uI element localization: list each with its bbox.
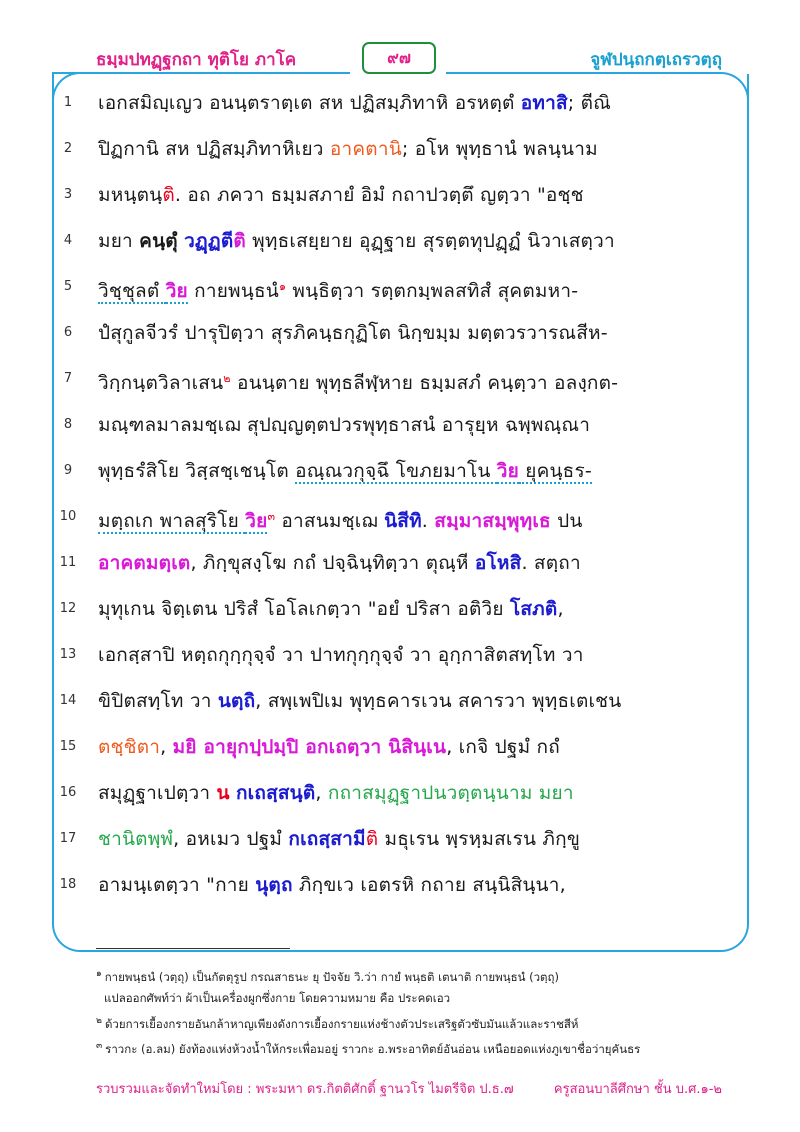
text-run: อามนฺเตตฺวา "กาย <box>98 874 256 896</box>
text-run: ; อโห พุทฺธานํ พลนฺนาม <box>401 138 598 160</box>
text-run: น <box>216 782 230 804</box>
text-run: . <box>421 510 435 532</box>
footnote-marker: ๓ <box>96 1041 103 1051</box>
text-run: , <box>557 598 564 620</box>
text-run: อนนฺตาย พุทฺธลีฬฺหาย ธมฺมสภํ คนฺตฺวา อลงฺกต- <box>230 372 619 394</box>
footnote-marker: ๒ <box>223 372 231 385</box>
line-number: 11 <box>59 555 77 570</box>
footnote <box>96 1038 640 1059</box>
text-run: . สตฺถา <box>521 552 581 574</box>
line-number: 1 <box>63 95 73 110</box>
text-run: พนฺธิตฺวา รตฺตกมฺพลสทิสํ สุคตมหา- <box>286 280 579 302</box>
text-line <box>58 724 728 770</box>
text-run: พุทฺธรํสิโย วิสฺสชฺเชนฺโต <box>98 460 296 482</box>
text-run: กเถสฺสนฺติ <box>235 782 316 804</box>
line-number: 12 <box>59 601 77 616</box>
footnote-marker: ๑ <box>278 280 287 293</box>
text-run: สมฺมาสมฺพุทฺเธ <box>434 510 551 532</box>
line-text <box>98 126 728 172</box>
text-line <box>58 218 728 264</box>
line-text <box>98 402 728 448</box>
text-run: กเถสฺสามี <box>288 828 366 850</box>
text-line <box>58 540 728 586</box>
line-text <box>98 448 728 494</box>
line-number: 6 <box>63 325 73 340</box>
text-run: มยา <box>98 230 140 252</box>
text-run: อทาสิ <box>520 92 568 114</box>
text-line <box>58 126 728 172</box>
text-run: , ภิกฺขุสงฺโฆ กถํ ปจฺฉินฺทิตฺวา ตุณฺหี <box>190 552 475 574</box>
text-line <box>58 448 728 494</box>
text-run: วฏฺฏตี <box>184 230 234 252</box>
footnote-divider <box>96 948 290 949</box>
footnote-marker: ๓ <box>267 510 276 523</box>
line-text <box>98 540 728 586</box>
footnote-text: กายพนฺธนํ (วตฺถุ) เป็นกัตตุรูป กรณสาธนะ ยุ ปัจจัย วิ.ว่า กายํ พนฺธติ เตนาติ กายพนฺธนํ (วตฺถุ) <box>104 970 559 984</box>
text-run: ตชฺชิตา <box>98 736 161 758</box>
footnote-text: แปลออกศัพท์ว่า ผ้าเป็นเครื่องผูกซึ่งกาย โดยความหมาย คือ ประคดเอว <box>104 991 451 1005</box>
text-line <box>58 816 728 862</box>
footnote-marker: ๑ <box>96 969 102 979</box>
text-run: ชานิตพฺพํ <box>98 828 174 850</box>
footnote-marker: ๒ <box>96 1016 102 1026</box>
text-run: ติ <box>162 184 175 206</box>
text-run: ภิกฺขเว เอตรหิ กถาย สนฺนิสินฺนา, <box>292 874 566 896</box>
text-run: เอกสฺสาปิ หตฺถกุกฺกุจฺจํ วา ปาทกุกฺกุจฺจํ วา อุกฺกาสิตสทฺโท วา <box>98 644 584 666</box>
text-run: ปํสุกูลจีวรํ ปารุปิตฺวา สุรภิคนฺธกุฏิโต นิกฺขมฺม มตฺตวรวารณสีห- <box>98 322 608 344</box>
text-run: สมุฏฺฐาเปตฺวา <box>98 782 217 804</box>
text-line <box>58 494 728 540</box>
line-text <box>98 724 728 770</box>
line-text <box>98 264 728 314</box>
text-run: มธุเรน พฺรหฺมสเรน ภิกฺขู <box>378 828 581 850</box>
line-text <box>98 586 728 632</box>
text-run: มยิ อายุกปฺปมฺปิ อกเถตฺวา นิสินฺเน <box>172 736 447 758</box>
footer-compiler: รวบรวมและจัดทำใหม่โดย : พระมหา ดร.กิตติศักดิ์ ฐานวโร ไมตรีจิต ป.ธ.๗ <box>96 1082 514 1097</box>
footnote <box>96 1013 578 1034</box>
text-run: ขิปิตสทฺโท วา <box>98 690 218 712</box>
text-run: ปิฏกานิ สห ปฏิสมฺภิทาหิเยว <box>98 138 330 160</box>
text-run: นุตฺถ <box>255 874 293 896</box>
line-text <box>98 678 728 724</box>
text-run: มตฺถเก พาลสุริโย <box>98 510 246 532</box>
line-number: 13 <box>59 647 77 662</box>
line-text <box>98 80 728 126</box>
text-run: กายพนฺธนํ <box>187 280 279 302</box>
text-run: อโหสิ <box>474 552 522 574</box>
text-run: , สพฺเพปิเม พุทฺธคารเวน สคารวา พุทฺธเตเชน <box>255 690 622 712</box>
line-number: 4 <box>63 233 73 248</box>
text-line <box>58 586 728 632</box>
line-number: 17 <box>59 831 77 846</box>
line-number: 8 <box>63 417 73 432</box>
line-number: 10 <box>59 509 77 524</box>
text-run: นิสีทิ <box>384 510 422 532</box>
text-run: พุทฺธเสยฺยาย อุฏฺฐาย สุรตฺตทุปฏฺฏํ นิวาเสตฺวา <box>245 230 615 252</box>
text-run: วิชฺชุลตํ <box>98 280 166 302</box>
footnote <box>96 966 559 987</box>
text-run: , <box>160 736 173 758</box>
text-run: , <box>315 782 328 804</box>
text-run: วิกฺกนฺตวิลาเสน <box>98 372 224 394</box>
text-run: วิย <box>165 280 188 302</box>
footnote-text: ด้วยการเยื้องกรายอันกล้าหาญเพียงดังการเยื้องกรายแห่งช้างตัวประเสริฐตัวซับมันแล้วและราชสีห์ <box>104 1017 579 1031</box>
text-run: อาคตมตฺเต <box>98 552 191 574</box>
text-line <box>58 862 728 908</box>
line-number: 18 <box>59 877 77 892</box>
text-run: ติ <box>365 828 379 850</box>
line-text <box>98 356 728 406</box>
text-run: ติ <box>233 230 246 252</box>
text-run: อาคตานิ <box>329 138 402 160</box>
text-run: มุทุเกน จิตฺเตน ปริสํ โอโลเกตฺวา "อยํ ปริสา อติวิย <box>98 598 510 620</box>
line-text <box>98 632 728 678</box>
line-number: 14 <box>59 693 77 708</box>
line-text <box>98 218 728 264</box>
line-number: 16 <box>59 785 77 800</box>
text-run: ปน <box>550 510 583 532</box>
text-line <box>58 402 728 448</box>
text-run: มณฺฑลมาลมชฺเฌ สุปญฺญตฺตปวรพุทฺธาสนํ อารุยฺห ฉพฺพณฺณา <box>98 414 591 436</box>
text-run: วิย <box>496 460 519 482</box>
text-run: . อถ ภควา ธมฺมสภายํ อิมํ กถาปวตฺตึ ญตฺวา "อชฺช <box>174 184 584 206</box>
text-body <box>58 80 728 908</box>
line-number: 5 <box>63 279 73 294</box>
line-number: 9 <box>63 463 73 478</box>
line-text <box>98 770 728 816</box>
text-line <box>58 264 728 310</box>
text-run: , เกจิ ปฐมํ กถํ <box>446 736 560 758</box>
text-line <box>58 172 728 218</box>
text-line <box>58 632 728 678</box>
line-number: 15 <box>59 739 77 754</box>
page-number: ๙๗ <box>362 42 436 74</box>
footer-course: ครูสอนบาลีศึกษา ชั้น บ.ศ.๑-๒ <box>553 1082 722 1097</box>
text-line <box>58 678 728 724</box>
footnote-text: ราวกะ (อ.ลม) ยังท้องแห่งห้วงน้ำให้กระเพื่อมอยู่ ราวกะ อ.พระอาทิตย์อันอ่อน เหนือยอดแห่งภูเขาชื่อว่ายุคันธร <box>105 1042 641 1056</box>
text-line <box>58 310 728 356</box>
line-text <box>98 310 728 356</box>
footnote <box>104 990 450 1008</box>
text-run: โสภติ <box>509 598 558 620</box>
text-run: ; ตีณิ <box>567 92 611 114</box>
line-number: 2 <box>63 141 73 156</box>
text-line <box>58 356 728 402</box>
line-text <box>98 172 728 218</box>
text-run: ยุคนฺธร- <box>519 460 592 482</box>
text-run: อณฺณวกุจฺฉึ โขภยมาโน <box>295 460 497 482</box>
header-chapter-title: จูฬปนฺถกตฺเถรวตฺถุ <box>590 50 722 70</box>
text-run: , อหเมว ปฐมํ <box>173 828 289 850</box>
line-number: 7 <box>63 371 73 386</box>
line-text <box>98 494 728 544</box>
text-run: อาสนมชฺเฌ <box>275 510 385 532</box>
text-run: นตฺถิ <box>217 690 256 712</box>
text-run: วิย <box>245 510 268 532</box>
text-run: คนฺตุํ <box>139 230 178 252</box>
text-run: มหนฺตนฺ <box>98 184 163 206</box>
line-number: 3 <box>63 187 73 202</box>
line-text <box>98 862 728 908</box>
line-text <box>98 816 728 862</box>
header-book-title: ธมฺมปทฏฺฐกถา ทุติโย ภาโค <box>96 50 297 70</box>
text-run: กถาสมุฏฺฐาปนวตฺตนฺนาม มยา <box>327 782 574 804</box>
text-line <box>58 80 728 126</box>
text-run: เอกสมิญฺเญว อนนฺตราตฺเต สห ปฏิสมฺภิทาหิ อรหตฺตํ <box>98 92 521 114</box>
text-line <box>58 770 728 816</box>
